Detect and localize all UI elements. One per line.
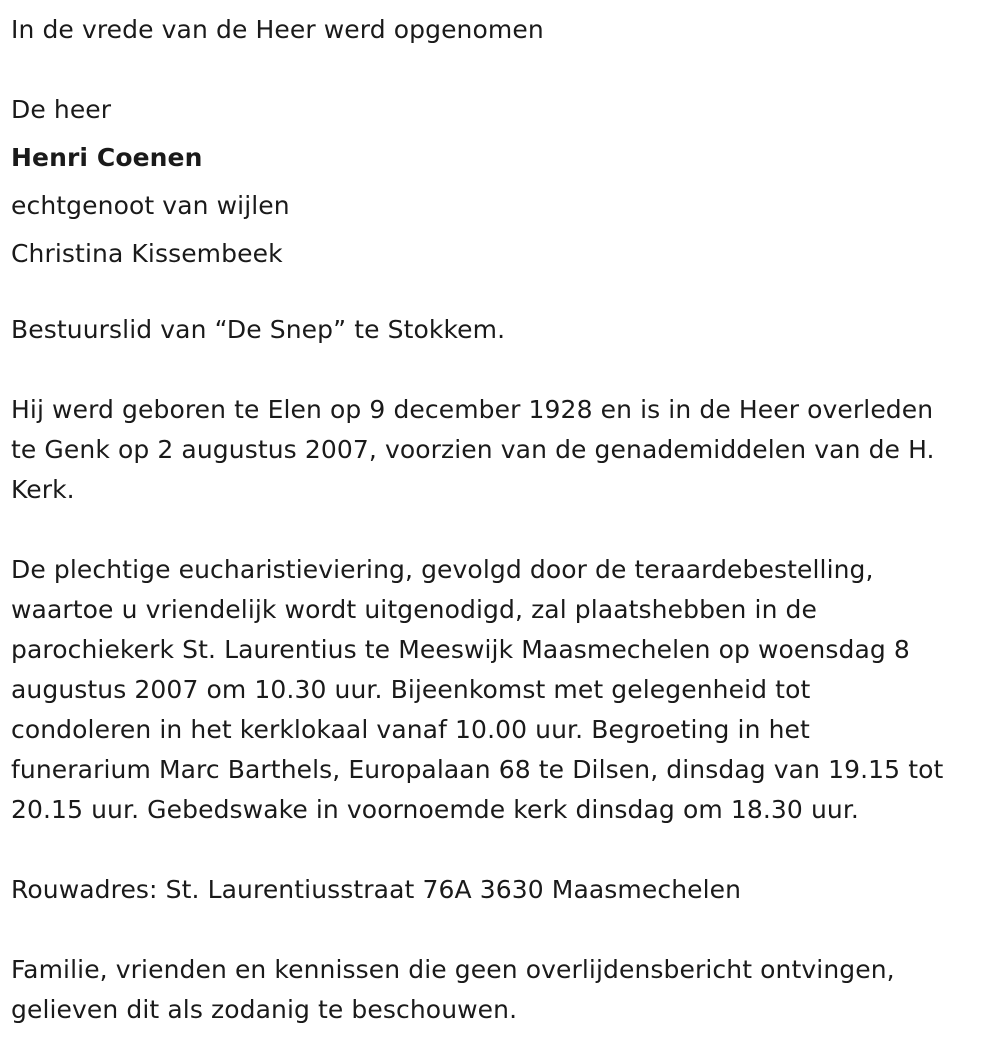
spouse-label: echtgenoot van wijlen xyxy=(11,191,290,220)
closing-line: Familie, vrienden en kennissen die geen overlijdensbericht ontvingen, xyxy=(11,955,895,984)
board-member-line: Bestuurslid van “De Snep” te Stokkem. xyxy=(11,315,506,344)
birth-death-line: Kerk. xyxy=(11,475,75,504)
spacer xyxy=(11,510,991,550)
death-notice xyxy=(11,6,991,1030)
spouse-name: Christina Kissembeek xyxy=(11,239,283,268)
header-block xyxy=(11,6,991,278)
ceremony-line: De plechtige eucharistieviering, gevolgd door de teraardebestelling, xyxy=(11,555,874,584)
closing-line: gelieven dit als zodanig te beschouwen. xyxy=(11,995,518,1024)
ceremony-line: parochiekerk St. Laurentius te Meeswijk Maasmechelen op woensdag 8 xyxy=(11,635,910,664)
body-block xyxy=(11,278,991,1030)
spacer xyxy=(11,350,991,390)
ceremony-line: condoleren in het kerklokaal vanaf 10.00 uur. Begroeting in het xyxy=(11,715,810,744)
ceremony-line: augustus 2007 om 10.30 uur. Bijeenkomst met gelegenheid tot xyxy=(11,675,811,704)
spacer xyxy=(11,830,991,870)
ceremony-line: funerarium Marc Barthels, Europalaan 68 te Dilsen, dinsdag van 19.15 tot xyxy=(11,755,944,784)
salutation: De heer xyxy=(11,95,112,124)
spacer xyxy=(11,910,991,950)
ceremony-line: waartoe u vriendelijk wordt uitgenodigd, zal plaatshebben in de xyxy=(11,595,818,624)
ceremony-line: 20.15 uur. Gebedswake in voornoemde kerk dinsdag om 18.30 uur. xyxy=(11,795,859,824)
intro-line: In de vrede van de Heer werd opgenomen xyxy=(11,15,544,44)
deceased-name: Henri Coenen xyxy=(11,143,203,172)
birth-death-line: Hij werd geboren te Elen op 9 december 1928 en is in de Heer overleden xyxy=(11,395,934,424)
mourning-address: Rouwadres: St. Laurentiusstraat 76A 3630 Maasmechelen xyxy=(11,875,742,904)
spacer xyxy=(11,54,991,86)
spacer xyxy=(11,278,991,310)
birth-death-line: te Genk op 2 augustus 2007, voorzien van de genademiddelen van de H. xyxy=(11,435,935,464)
